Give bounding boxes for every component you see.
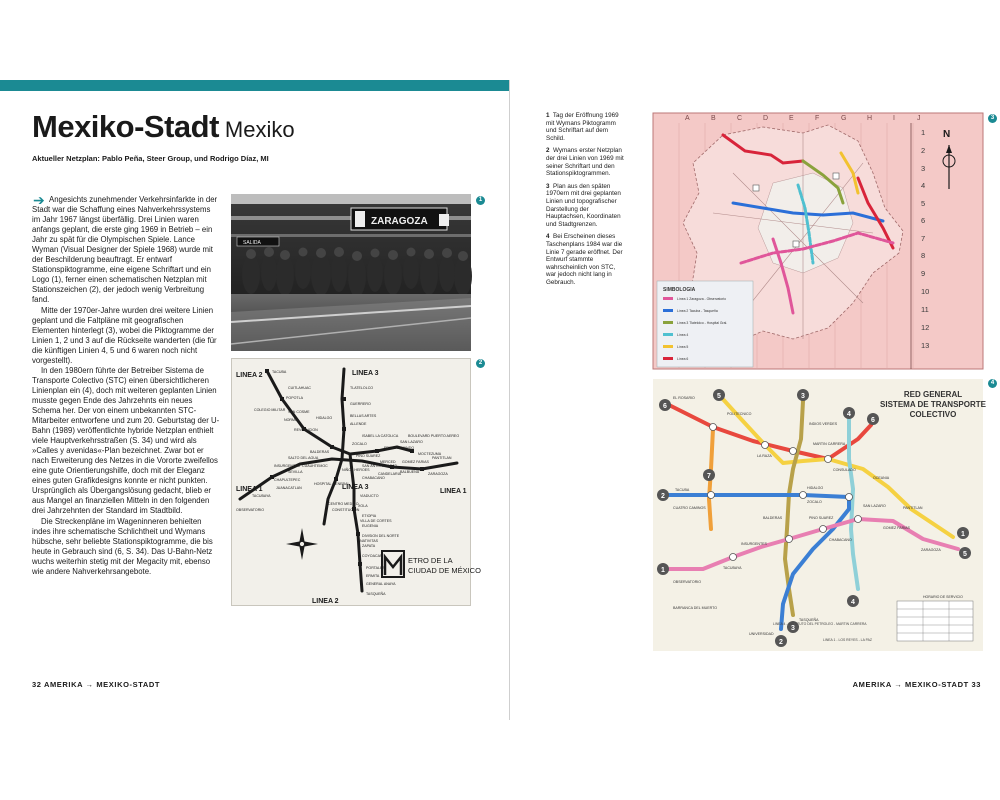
topographic-map-drawing [653,113,983,369]
logo-text-line-1: ETRO DE LA [408,556,453,565]
svg-text:G: G [841,115,847,122]
svg-text:VILLA DE CORTES: VILLA DE CORTES [360,519,392,523]
map-credit: Aktueller Netzplan: Pablo Peña, Steer Group, und Rodrigo Díaz, MI [32,154,269,163]
svg-text:7: 7 [921,234,926,243]
svg-text:5: 5 [921,199,926,208]
svg-text:CENTRO MEDICO: CENTRO MEDICO [328,502,359,506]
svg-text:3: 3 [921,164,926,173]
svg-text:4: 4 [851,599,855,606]
page-gutter [509,80,510,720]
svg-text:1: 1 [961,531,965,538]
svg-text:TASQUEÑA: TASQUEÑA [799,618,819,622]
svg-text:CUATRO CAMINOS: CUATRO CAMINOS [673,506,706,510]
svg-text:4: 4 [921,181,926,190]
svg-text:CANDELARIA: CANDELARIA [378,472,401,476]
svg-text:OBSERVATORIO: OBSERVATORIO [236,508,265,512]
header-accent-bar [0,80,510,91]
svg-text:POPOTLA: POPOTLA [286,396,303,400]
svg-text:2: 2 [921,146,926,155]
svg-text:8: 8 [921,251,926,260]
svg-text:GUERRERO: GUERRERO [350,402,371,406]
svg-text:TACUBA: TACUBA [675,488,690,492]
svg-text:5: 5 [717,393,721,400]
svg-text:LINEA 4 - INSTITUTO DEL PETROL: LINEA 4 - INSTITUTO DEL PETROLEO - MARTIN CARRERA [773,622,867,626]
svg-text:ISABEL LA CATOLICA: ISABEL LA CATOLICA [362,434,399,438]
page-footer-right: AMERIKA → MEXIKO-STADT 33 [852,680,981,689]
figure-1-photo [231,194,471,351]
svg-text:ZOCALO: ZOCALO [352,442,367,446]
figure-2-schematic-map [231,358,481,606]
logo-text-line-2: CIUDAD DE MÉXICO [408,566,481,575]
svg-text:4: 4 [847,411,851,418]
svg-text:DIVISION DEL NORTE: DIVISION DEL NORTE [362,534,400,538]
station-sign-text: ZARAGOZA [371,216,428,227]
svg-text:TLATELOLCO: TLATELOLCO [350,386,374,390]
svg-text:ALLENDE: ALLENDE [350,422,367,426]
svg-text:CHABACANO: CHABACANO [829,538,852,542]
svg-text:PORTALES: PORTALES [366,566,385,570]
svg-text:MERCED: MERCED [380,460,396,464]
svg-text:CUAUHTEMOC: CUAUHTEMOC [302,464,328,468]
svg-text:PINO SUAREZ: PINO SUAREZ [356,454,381,458]
svg-text:11: 11 [921,305,929,314]
line-label: LINEA 3 [352,370,379,377]
page-footer-left: 32 AMERIKA → MEXIKO-STADT [32,680,161,689]
svg-text:E: E [789,115,794,122]
map-title-line: COLECTIVO [909,410,957,419]
svg-text:SALTO DEL AGUA: SALTO DEL AGUA [288,456,319,460]
svg-text:REVOLUCION: REVOLUCION [294,428,318,432]
paragraph: Die Streckenpläne im Wageninneren behielten indes ihre schematische Schlichtheit und Wymans hübsche, sehr beliebte Stationspiktogramme, die bis heute in Gebrauch sind (6, S. 34). Das U-Bahn-Netz wuchs weiterhin stetig mit der Megacity mit, ebenso wie andere Nahverkehrsangebote. [32,516,213,576]
svg-text:SAN COSME: SAN COSME [288,410,310,414]
svg-text:J: J [917,115,921,122]
body-text [32,192,220,577]
caption-item: 2 Wymans erster Netzplan der drei Linien von 1969 mit seiner Schriftart und den Stationspiktogrammen. [546,147,624,178]
svg-text:10: 10 [921,287,930,296]
svg-text:I: I [893,115,895,122]
svg-text:CUITLAHUAC: CUITLAHUAC [288,386,311,390]
svg-text:JUANACATLAN: JUANACATLAN [276,486,302,490]
svg-text:Línea 3 Tlatelolco - Hospital: Línea 3 Tlatelolco - Hospital Gral. [677,321,728,325]
legend-title: SIMBOLOGIA [663,287,696,293]
svg-text:Línea 4: Línea 4 [677,333,689,337]
svg-text:2: 2 [779,639,783,646]
svg-text:GOMEZ FARIAS: GOMEZ FARIAS [883,526,910,530]
svg-text:TACUBAYA: TACUBAYA [252,494,271,498]
svg-text:SAN ANTONIO ABAD: SAN ANTONIO ABAD [362,464,398,468]
svg-text:B: B [711,115,716,122]
svg-text:TACUBAYA: TACUBAYA [723,566,742,570]
svg-text:LA RAZA: LA RAZA [757,454,772,458]
svg-text:ZARAGOZA: ZARAGOZA [428,472,448,476]
network-map-drawing [653,379,986,651]
svg-text:CHAPULTEPEC: CHAPULTEPEC [274,478,301,482]
svg-text:BELLAS ARTES: BELLAS ARTES [350,414,377,418]
svg-text:CHABACANO: CHABACANO [362,476,385,480]
svg-text:PANTITLAN: PANTITLAN [903,506,923,510]
svg-text:PINO SUAREZ: PINO SUAREZ [809,516,834,520]
svg-text:BALDERAS: BALDERAS [763,516,783,520]
svg-text:1: 1 [661,567,665,574]
svg-text:LINEA 1 - LOS REYES - LA PAZ: LINEA 1 - LOS REYES - LA PAZ [823,638,872,642]
figure-4-network-map [653,379,986,651]
metro-logo-icon [382,551,404,577]
line-label: LINEA 2 [312,598,339,605]
svg-text:HIDALGO: HIDALGO [807,486,824,490]
svg-text:ZARAGOZA: ZARAGOZA [921,548,941,552]
figure-badge: 4 [988,379,997,388]
figure-badge: 2 [476,359,485,368]
platform-photo-illustration [231,194,471,351]
svg-text:HOSPITAL GENERAL: HOSPITAL GENERAL [314,482,350,486]
svg-text:HIDALGO: HIDALGO [316,416,333,420]
svg-text:PANTITLAN: PANTITLAN [432,456,452,460]
svg-text:2: 2 [661,493,665,500]
svg-text:Línea 1 Zaragoza - Observatori: Línea 1 Zaragoza - Observatorio [677,297,727,301]
svg-text:ZAPATA: ZAPATA [362,544,376,548]
line-label: LINEA 3 [342,484,369,491]
svg-text:A: A [685,115,690,122]
svg-text:C: C [737,115,743,122]
svg-text:F: F [815,115,820,122]
svg-text:6: 6 [663,403,667,410]
svg-text:H: H [867,115,873,122]
svg-text:INDIOS VERDES: INDIOS VERDES [809,422,838,426]
map-title-line: RED GENERAL [903,390,963,399]
svg-text:COLEGIO MILITAR: COLEGIO MILITAR [254,408,286,412]
figure-badge: 3 [988,114,997,123]
svg-text:EL ROSARIO: EL ROSARIO [673,396,695,400]
svg-text:INSURGENTES: INSURGENTES [741,542,767,546]
svg-text:NORMAL: NORMAL [284,418,300,422]
arrow-right-icon: ➔ [33,192,45,208]
svg-text:MOCTEZUMA: MOCTEZUMA [418,452,442,456]
line-label: LINEA 1 [440,488,467,495]
svg-text:1: 1 [921,128,926,137]
page-title [32,108,295,145]
svg-text:HORARIO DE SERVICIO: HORARIO DE SERVICIO [923,595,963,599]
svg-text:Línea 2 Tacuba - Tasqueña: Línea 2 Tacuba - Tasqueña [677,309,718,313]
svg-text:SEVILLA: SEVILLA [288,470,303,474]
svg-text:BOULEVARD PUERTO AEREO: BOULEVARD PUERTO AEREO [408,434,460,438]
svg-text:INSURGENTES: INSURGENTES [274,464,300,468]
svg-text:3: 3 [801,393,805,400]
caption-item: 3 Plan aus den späten 1970ern mit drei geplanten Linien und topografischer Darstellung der Hauptachsen, Koordinaten und Stadtgrenzen. [546,182,621,228]
svg-text:BALBUENA: BALBUENA [400,470,420,474]
svg-text:ZOCALO: ZOCALO [807,500,822,504]
svg-text:ETIOPIA: ETIOPIA [362,514,377,518]
exit-sign-text: SALIDA [243,240,261,246]
svg-text:BALDERAS: BALDERAS [310,450,330,454]
paragraph: Mitte der 1970er-Jahre wurden drei weitere Linien geplant und die Faltpläne mit geografischen Elementen hinterlegt (3), wobei die Piktogramme der Linien 1, 2 und 3 auf die Rückseite wanderten (die für die künftigen Linien 4, 5 und 6 waren noch nicht vorgestellt). [32,305,217,365]
svg-text:9: 9 [921,269,926,278]
figure-3-topographic-map [653,113,983,369]
map-title-line: SISTEMA DE TRANSPORTE [880,400,986,409]
svg-text:5: 5 [963,551,967,558]
svg-text:7: 7 [707,473,711,480]
figure-captions [546,112,624,291]
svg-text:COYOACAN: COYOACAN [362,554,383,558]
line-label: LINEA 1 [236,486,263,493]
svg-text:TACUBA: TACUBA [272,370,287,374]
svg-text:BARRANCA DEL MUERTO: BARRANCA DEL MUERTO [673,606,718,610]
svg-text:XOLA: XOLA [358,504,368,508]
svg-text:3: 3 [791,625,795,632]
svg-text:TASQUEÑA: TASQUEÑA [366,592,386,596]
svg-text:13: 13 [921,341,930,350]
svg-text:Línea 6: Línea 6 [677,357,689,361]
svg-text:MARTIN CARRERA: MARTIN CARRERA [813,442,846,446]
svg-text:NATIVITAS: NATIVITAS [360,539,379,543]
paragraph: In den 1980ern führte der Betreiber Sistema de Transporte Colectivo (STC) einen übersichtlicheren Linienplan ein (4), doch mit weiteren geplanten Linien musste gegen Ende des Jahrzehnts ein neues Schema her. Der von einem unbekannten STC-Mitarbeiter entworfene und zum 20. Geburtstag der U-Bahn (1989) veröffentlichte hybride Netzplan enthielt viele Hauptverkehrsstraßen (S. 34) und wird als »Calles y avenidas«-Plan bezeichnet. Zwar bot er nach Erweiterung des Netzes in die Vororte zweifellos eine gute Orientierungshilfe, doch mit der Eleganz eines guten Grafikdesigns konnte er nicht punkten. Ursprünglich als Übergangslösung gedacht, blieb er aus Mangel an finanziellen Mitteln in den folgenden drei Jahrzehnten der Standard im Stadtbild. [32,365,220,516]
svg-text:Línea 5: Línea 5 [677,345,689,349]
svg-text:FRAY SERVANDO: FRAY SERVANDO [384,446,415,450]
compass-icon [286,528,318,560]
caption-item: 4 Bei Erscheinen dieses Taschenplans 1984 war die Linie 7 gerade eröffnet. Der Entwurf stammte wahrscheinlich von STC, war jedoch nicht lang in Gebrauch. [546,233,623,286]
figure-badge: 1 [476,196,485,205]
svg-text:GOMEZ FARIAS: GOMEZ FARIAS [402,460,429,464]
svg-text:VIADUCTO: VIADUCTO [360,494,379,498]
line-label: LINEA 2 [236,372,263,379]
svg-text:OBSERVATORIO: OBSERVATORIO [673,580,702,584]
schedule-table [897,595,973,641]
title-text: Mexiko-Stadt [32,109,219,144]
svg-text:UNIVERSIDAD: UNIVERSIDAD [749,632,774,636]
svg-text:OCEANIA: OCEANIA [873,476,890,480]
schematic-network-drawing [232,359,481,607]
svg-text:D: D [763,115,769,122]
svg-text:NIÑOS HEROES: NIÑOS HEROES [342,468,370,472]
paragraph: Angesichts zunehmender Verkehrsinfarkte in der Stadt war die Schaffung eines Nahverkehrssystems im Jahr 1967 längst überfällig. Drei Linien waren anfangs geplant, die erste ging 1969 in Betrieb – ein Jahr zu spät für die Olympischen Spiele. Lance Wyman (Visual Designer der Spiele 1968) wurde mit der Beschilderung beauftragt. Er entwarf Stationspiktogramme, eine eigene Schriftart und ein Logo (1), ferner einen schematischen Netzplan mit Stationszeichen (2), der jedoch wenig Verbreitung fand. [32,195,218,305]
caption-item: 1 Tag der Eröffnung 1969 mit Wymans Piktogramm und Schriftart auf dem Schild. [546,112,619,142]
svg-text:GENERAL ANAYA: GENERAL ANAYA [366,582,396,586]
svg-text:ERMITA: ERMITA [366,574,380,578]
svg-text:SAN LAZARO: SAN LAZARO [863,504,886,508]
svg-text:CONSULADO: CONSULADO [833,468,856,472]
svg-text:EUGENIA: EUGENIA [362,524,379,528]
svg-text:CONSTITUCION: CONSTITUCION [332,508,360,512]
north-label: N [943,129,951,140]
svg-text:6: 6 [871,417,875,424]
svg-text:SAN LAZARO: SAN LAZARO [400,440,423,444]
svg-text:POLITECNICO: POLITECNICO [727,412,752,416]
title-country: Mexiko [224,117,295,142]
svg-text:6: 6 [921,216,926,225]
svg-text:12: 12 [921,323,930,332]
